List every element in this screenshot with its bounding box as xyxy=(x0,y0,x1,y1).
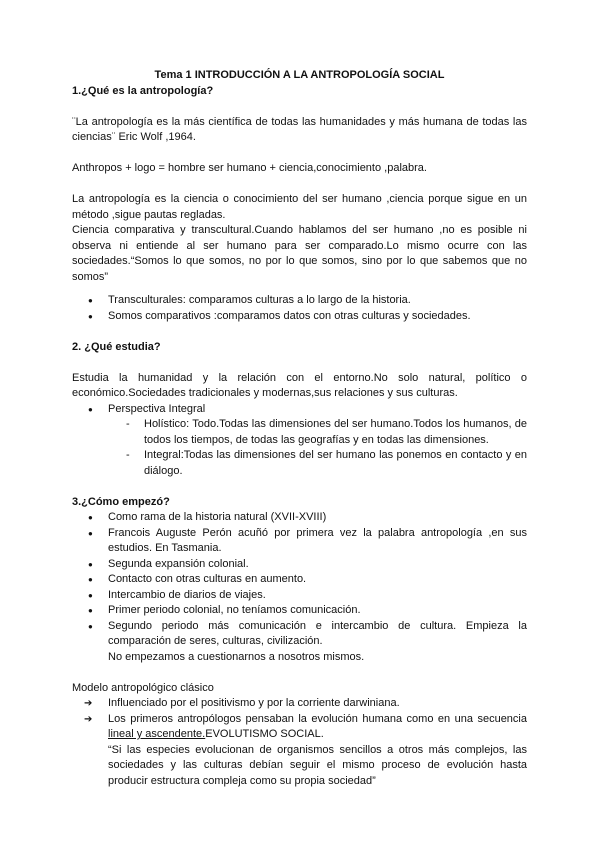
list-item: ● Perspectiva Integral xyxy=(72,402,527,418)
list-item-continuation: No empezamos a cuestionarnos a nosotros mismos. xyxy=(108,650,365,663)
section-3-list xyxy=(72,510,527,650)
section-3-heading: 3.¿Cómo empezó? xyxy=(72,495,170,508)
section-2-paragraph: Estudia la humanidad y la relación con el entorno.No solo natural, político o económico.Sociedades tradicionales y modernas,sus relaciones y sus culturas. xyxy=(72,371,527,399)
sub-list-item: - Holístico: Todo.Todas las dimensiones del ser humano.Todos los humanos, de todos los tiempos, de todas las geografías y en todas las dimensiones. xyxy=(72,417,527,448)
definition-paragraph: La antropología es la ciencia o conocimiento del ser humano ,ciencia porque sigue en un método ,sigue pautas regladas. xyxy=(72,193,527,221)
list-item: ● Somos comparativos :comparamos datos con otras culturas y sociedades. xyxy=(72,309,527,325)
section-1-heading: 1.¿Qué es la antropología? xyxy=(72,84,214,97)
list-item: ● Como rama de la historia natural (XVII-XVIII) xyxy=(72,510,527,526)
comparative-paragraph: Ciencia comparativa y transcultural.Cuando hablamos del ser humano ,no es posible ni observa ni entiende al ser humano para ser comparado.Lo mismo ocurre con las sociedades.“Somos lo que somos, no por lo que somos, sino por lo que sabemos que no somos” xyxy=(72,224,527,283)
section-2-list xyxy=(72,402,527,418)
section-1-list xyxy=(72,293,527,324)
sub-list-item: - Integral:Todas las dimensiones del ser humano las ponemos en contacto y en diálogo. xyxy=(72,448,527,479)
section-2-sublist xyxy=(72,417,527,479)
list-item: ● Primer periodo colonial, no teníamos comunicación. xyxy=(72,603,527,619)
list-item: ● Transculturales: comparamos culturas a lo largo de la historia. xyxy=(72,293,527,309)
modelo-heading: Modelo antropológico clásico xyxy=(72,681,214,694)
modelo-list xyxy=(72,696,527,743)
page-title: Tema 1 INTRODUCCIÓN A LA ANTROPOLOGÍA SOCIAL xyxy=(154,69,445,81)
wolf-quote: ¨La antropología es la más científica de todas las humanidades y más humana de todas las ciencias¨ Eric Wolf ,1964. xyxy=(72,115,527,143)
document-body xyxy=(72,68,527,789)
section-2-heading: 2. ¿Qué estudia? xyxy=(72,340,161,353)
list-item: ● Intercambio de diarios de viajes. xyxy=(72,588,527,604)
underlined-phrase: lineal y ascendente. xyxy=(108,728,206,740)
etymology: Anthropos + logo = hombre ser humano + ciencia,conocimiento ,palabra. xyxy=(72,162,427,174)
arrow-text: Los primeros antropólogos pensaban la evolución humana como en una secuencia xyxy=(108,712,527,725)
list-item: ● Segunda expansión colonial. xyxy=(72,557,527,573)
arrow-item xyxy=(72,712,527,743)
evolution-quote: “Si las especies evolucionan de organismos sencillos a otros más complejos, las sociedades y las culturas debían seguir el mismo proceso de evolución hasta producir estructura compleja como su propia sociedad” xyxy=(108,743,527,787)
list-item: ● Segundo periodo más comunicación e intercambio de cultura. Empieza la comparación de seres, culturas, civilización. xyxy=(72,619,527,650)
arrow-item: ➔ Influenciado por el positivismo y por la corriente darwiniana. xyxy=(72,696,527,712)
list-item: ● Francois Auguste Perón acuñó por primera vez la palabra antropología ,en sus estudios. En Tasmania. xyxy=(72,526,527,557)
evolutismo-label: EVOLUTISMO SOCIAL. xyxy=(205,728,324,740)
list-item: ● Contacto con otras culturas en aumento. xyxy=(72,572,527,588)
